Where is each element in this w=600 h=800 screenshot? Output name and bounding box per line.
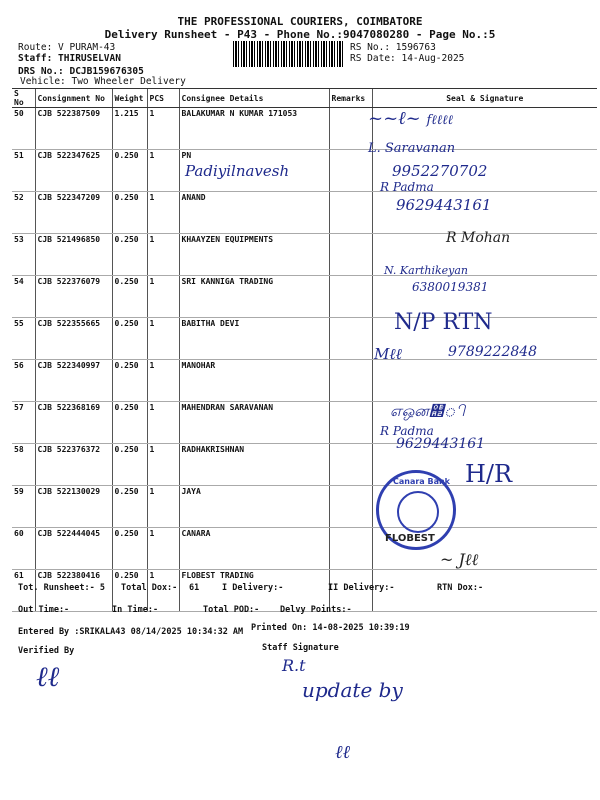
cell-weight: 0.250 xyxy=(112,150,147,192)
staff: Staff: THIRUSELVAN xyxy=(18,53,121,64)
cell-pcs: 1 xyxy=(147,528,179,570)
cell-remarks xyxy=(329,486,372,528)
cell-consignment: CJB 522444045 xyxy=(35,528,112,570)
cell-consignee: JAYA xyxy=(179,486,329,528)
handwritten-initials: ℓℓ xyxy=(335,742,350,763)
cell-pcs: 1 xyxy=(147,276,179,318)
cell-weight: 0.250 xyxy=(112,276,147,318)
cell-pcs: 1 xyxy=(147,192,179,234)
delvy-points: Delvy Points:- xyxy=(280,605,352,615)
handwritten-phone-row52: 9629443161 xyxy=(396,196,492,214)
cell-consignment: CJB 522387509 xyxy=(35,108,112,150)
cell-consignee: BABITHA DEVI xyxy=(179,318,329,360)
cell-pcs: 1 xyxy=(147,150,179,192)
table-row xyxy=(12,402,597,444)
cell-remarks xyxy=(329,444,372,486)
table-header xyxy=(12,89,597,108)
cell-weight: 0.250 xyxy=(112,234,147,276)
table-row xyxy=(12,528,597,570)
cell-consignment: CJB 522376372 xyxy=(35,444,112,486)
cell-pcs: 1 xyxy=(147,318,179,360)
cell-pcs: 1 xyxy=(147,234,179,276)
cell-consignee: SRI KANNIGA TRADING xyxy=(179,276,329,318)
table-row xyxy=(12,486,597,528)
tot-runsheet: Tot. Runsheet:- 5 xyxy=(18,583,105,593)
cell-consignee: RADHAKRISHNAN xyxy=(179,444,329,486)
cell-pcs: 1 xyxy=(147,402,179,444)
company-title: THE PROFESSIONAL COURIERS, COIMBATORE xyxy=(177,15,423,28)
entered-by: Entered By :SRIKALA43 08/14/2025 10:34:32 AM xyxy=(18,627,244,637)
handwritten-name-row51: Padiyilnavesh xyxy=(185,162,290,180)
cell-sno: 50 xyxy=(12,108,35,150)
table-row xyxy=(12,150,597,192)
cell-consignment: CJB 521496850 xyxy=(35,234,112,276)
cell-pcs: 1 xyxy=(147,444,179,486)
handwritten-phone-row58: 9629443161 xyxy=(396,436,486,452)
runsheet-subtitle: Delivery Runsheet - P43 - Phone No.:9047080280 - Page No.:5 xyxy=(104,28,496,41)
col-sno: S No xyxy=(12,89,35,108)
out-time: Out Time:- xyxy=(18,605,70,615)
cell-consignment: CJB 522347625 xyxy=(35,150,112,192)
total-pod: Total POD:- xyxy=(203,605,260,615)
handwritten-verifier-signature: ℓℓ xyxy=(36,660,60,693)
cell-sno: 60 xyxy=(12,528,35,570)
cell-sno: 51 xyxy=(12,150,35,192)
cell-remarks xyxy=(329,360,372,402)
total-dox-label: Total Dox:- xyxy=(121,583,178,593)
col-seal-signature: Seal & Signature xyxy=(372,89,597,108)
cell-sno: 54 xyxy=(12,276,35,318)
table-row xyxy=(12,108,597,150)
stamp-bank-name: Canara Bank xyxy=(393,477,451,486)
handwritten-rt: R.t xyxy=(282,656,306,675)
handwritten-signature-row54: N. Karthikeyan xyxy=(384,264,469,277)
cell-sno: 55 xyxy=(12,318,35,360)
cell-consignee: BALAKUMAR N KUMAR 171053 xyxy=(179,108,329,150)
cell-remarks xyxy=(329,318,372,360)
cell-consignee: PN xyxy=(179,150,329,192)
cell-sno: 52 xyxy=(12,192,35,234)
cell-consignment: CJB 522376079 xyxy=(35,276,112,318)
table-row xyxy=(12,276,597,318)
stamp-text: FLOBEST xyxy=(385,533,435,544)
cell-weight: 0.250 xyxy=(112,528,147,570)
cell-sno: 57 xyxy=(12,402,35,444)
cell-weight: 0.250 xyxy=(112,570,147,612)
cell-sno: 59 xyxy=(12,486,35,528)
cell-remarks xyxy=(329,528,372,570)
cell-weight: 0.250 xyxy=(112,444,147,486)
handwritten-phone-row51: 9952270702 xyxy=(392,162,488,180)
cell-sno: 61 xyxy=(12,570,35,612)
handwritten-phone-row56: 9789222848 xyxy=(448,344,538,360)
rs-number: RS No.: 1596763 xyxy=(350,42,436,53)
cell-remarks xyxy=(329,108,372,150)
handwritten-signature-row58: R Padma xyxy=(380,424,434,438)
route: Route: V PURAM-43 xyxy=(18,42,116,53)
cell-consignee: CANARA xyxy=(179,528,329,570)
handwritten-signature-row57: எஒன஢ி xyxy=(390,402,465,420)
cell-signature xyxy=(372,570,597,612)
cell-consignment: CJB 522355665 xyxy=(35,318,112,360)
cell-remarks xyxy=(329,192,372,234)
cell-remarks xyxy=(329,402,372,444)
cell-weight: 0.250 xyxy=(112,192,147,234)
total-dox-value: 61 xyxy=(189,583,200,593)
cell-pcs: 1 xyxy=(147,360,179,402)
verified-by: Verified By xyxy=(18,646,75,656)
handwritten-note-row55: N/P RTN xyxy=(394,310,493,335)
cell-sno: 53 xyxy=(12,234,35,276)
cell-pcs: 1 xyxy=(147,486,179,528)
cell-weight: 0.250 xyxy=(112,486,147,528)
handwritten-signature-row56: Mℓℓ xyxy=(374,345,402,363)
cell-signature xyxy=(372,360,597,402)
cell-consignment: CJB 522130029 xyxy=(35,486,112,528)
cell-consignee: MANOHAR xyxy=(179,360,329,402)
ii-delivery: II Delivery:- xyxy=(328,583,395,593)
col-remarks: Remarks xyxy=(329,89,372,108)
cell-consignee: MAHENDRAN SARAVANAN xyxy=(179,402,329,444)
cell-consignee: ANAND xyxy=(179,192,329,234)
cell-consignment: CJB 522347209 xyxy=(35,192,112,234)
cell-consignee: KHAAYZEN EQUIPMENTS xyxy=(179,234,329,276)
rs-date: RS Date: 14-Aug-2025 xyxy=(350,53,465,64)
col-pcs: PCS xyxy=(147,89,179,108)
handwritten-signature-row53: R Mohan xyxy=(446,230,511,246)
col-weight: Weight xyxy=(112,89,147,108)
col-consignment: Consignment No xyxy=(35,89,112,108)
cell-consignment: CJB 522340997 xyxy=(35,360,112,402)
handwritten-signature-row51: L. Saravanan xyxy=(368,141,456,156)
cell-weight: 0.250 xyxy=(112,318,147,360)
cell-remarks xyxy=(329,150,372,192)
stamp-emblem xyxy=(397,491,439,533)
cell-consignment: CJB 522368169 xyxy=(35,402,112,444)
cell-pcs: 1 xyxy=(147,108,179,150)
cell-consignment: CJB 522380416 xyxy=(35,570,112,612)
handwritten-scribble-row50: ~~ℓ~ fℓℓℓℓ xyxy=(368,108,453,129)
cell-sno: 58 xyxy=(12,444,35,486)
printed-on: Printed On: 14-08-2025 10:39:19 xyxy=(251,623,410,633)
table-row xyxy=(12,360,597,402)
vehicle: Vehicle: Two Wheeler Delivery xyxy=(20,76,186,87)
rtn-dox: RTN Dox:- xyxy=(437,583,484,593)
cell-sno: 56 xyxy=(12,360,35,402)
drs-number: DRS No.: DCJB159676305 xyxy=(18,66,144,77)
table-row xyxy=(12,192,597,234)
cell-weight: 1.215 xyxy=(112,108,147,150)
staff-signature: Staff Signature xyxy=(262,643,339,653)
cell-pcs: 1 xyxy=(147,570,179,612)
barcode xyxy=(233,41,343,67)
col-consignee: Consignee Details xyxy=(179,89,329,108)
handwritten-note-row59: H/R xyxy=(465,460,513,488)
handwritten-signature-row61: ~ Jℓℓ xyxy=(440,550,479,569)
cell-remarks xyxy=(329,234,372,276)
cell-remarks xyxy=(329,276,372,318)
i-delivery: I Delivery:- xyxy=(222,583,284,593)
handwritten-update-note: update by xyxy=(302,678,403,702)
handwritten-signature-row52: R Padma xyxy=(380,180,434,194)
handwritten-phone-row54: 6380019381 xyxy=(412,280,489,294)
in-time: In Time:- xyxy=(112,605,159,615)
cell-weight: 0.250 xyxy=(112,360,147,402)
cell-weight: 0.250 xyxy=(112,402,147,444)
cell-consignee: FLOBEST TRADING xyxy=(179,570,329,612)
